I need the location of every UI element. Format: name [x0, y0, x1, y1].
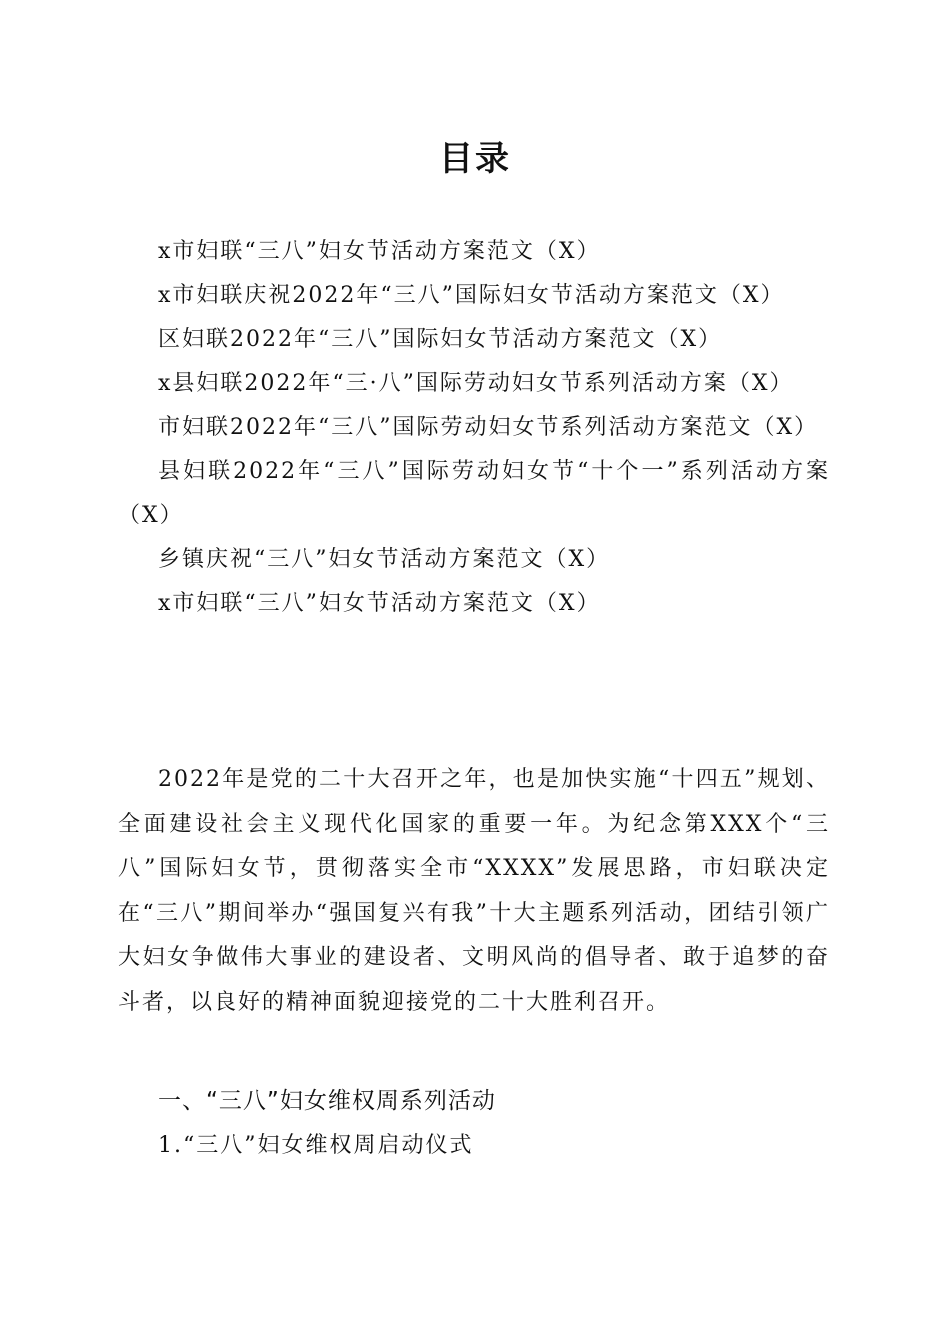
section-heading-1: 一、“三八”妇女维权周系列活动	[158, 1088, 496, 1114]
toc-item-3[interactable]: 区妇联2022年“三八”国际妇女节活动方案范文（X）	[158, 327, 723, 352]
subsection-heading-1-1: 1.“三八”妇女维权周启动仪式	[158, 1133, 474, 1158]
toc-item-8[interactable]: x市妇联“三八”妇女节活动方案范文（X）	[158, 591, 601, 616]
intro-paragraph: 2022年是党的二十大召开之年，也是加快实施“十四五”规划、全面建设社会主义现代化国家的重要一年。为纪念第XXX个“三八”国际妇女节，贯彻落实全市“XXXX”发展思路，市妇联决定在“三八”期间举办“强国复兴有我”十大主题系列活动，团结引领广大妇女争做伟大事业的建设者、文明风尚的倡导者、敢于追梦的奋斗者，以良好的精神面貌迎接党的二十大胜利召开。	[118, 767, 830, 1015]
toc-item-5[interactable]: 市妇联2022年“三八”国际劳动妇女节系列活动方案范文（X）	[158, 415, 819, 440]
toc-item-1[interactable]: x市妇联“三八”妇女节活动方案范文（X）	[158, 239, 601, 264]
toc-title: 目录	[439, 139, 511, 179]
toc-item-2[interactable]: x市妇联庆祝2022年“三八”国际妇女节活动方案范文（X）	[158, 283, 785, 308]
toc-item-4[interactable]: x县妇联2022年“三·八”国际劳动妇女节系列活动方案（X）	[158, 371, 794, 396]
toc-item-7[interactable]: 乡镇庆祝“三八”妇女节活动方案范文（X）	[158, 547, 611, 572]
table-of-contents	[118, 230, 830, 626]
toc-item-6[interactable]: 县妇联2022年“三八”国际劳动妇女节“十个一”系列活动方案（X）	[118, 459, 830, 528]
